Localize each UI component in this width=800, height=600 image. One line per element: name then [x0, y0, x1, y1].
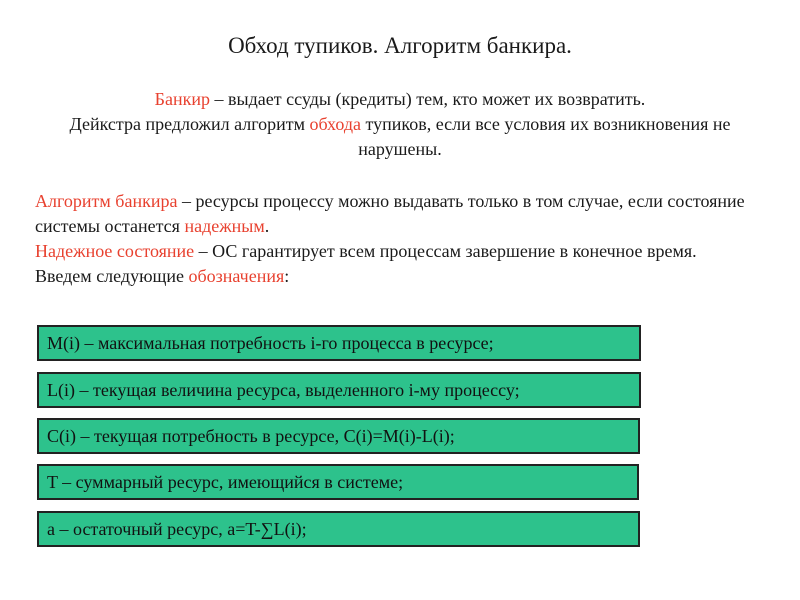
- notation-box-current-demand: C(i) – текущая потребность в ресурсе, C(i)=M(i)-L(i);: [37, 418, 640, 454]
- slide-title: Обход тупиков. Алгоритм банкира.: [228, 33, 572, 58]
- dijkstra-text-start: Дейкстра предложил алгоритм: [69, 114, 310, 134]
- dijkstra-text-end: тупиков, если все условия их возникновения не нарушены.: [358, 114, 731, 159]
- banker-definition: – выдает ссуды (кредиты) тем, кто может их возвратить.: [210, 89, 646, 109]
- notation-box-total-resource: T – суммарный ресурс, имеющийся в системе;: [37, 464, 639, 500]
- period: .: [264, 216, 270, 236]
- bypass-term: обхода: [309, 114, 361, 134]
- banker-algorithm-term: Алгоритм банкира: [35, 191, 178, 211]
- safe-state-definition: – ОС гарантирует всем процессам завершение в конечное время.: [194, 241, 697, 261]
- notation-box-remaining-resource: a – остаточный ресурс, a=T-∑L(i);: [37, 511, 640, 547]
- reliable-term: надежным: [184, 216, 265, 236]
- safe-state-term: Надежное состояние: [35, 241, 195, 261]
- definitions-block: [35, 189, 775, 289]
- colon: :: [284, 266, 290, 286]
- notation-term: обозначения: [188, 266, 285, 286]
- banker-algorithm-definition: – ресурсы процессу можно выдавать только в том случае, если состояние системы останется: [35, 191, 745, 236]
- notation-intro: Введем следующие: [35, 266, 189, 286]
- intro-paragraph: [60, 87, 740, 162]
- banker-term: Банкир: [154, 89, 211, 109]
- notation-box-allocated: L(i) – текущая величина ресурса, выделенного i-му процессу;: [37, 372, 641, 408]
- notation-box-max-demand: M(i) – максимальная потребность i-го процесса в ресурсе;: [37, 325, 641, 361]
